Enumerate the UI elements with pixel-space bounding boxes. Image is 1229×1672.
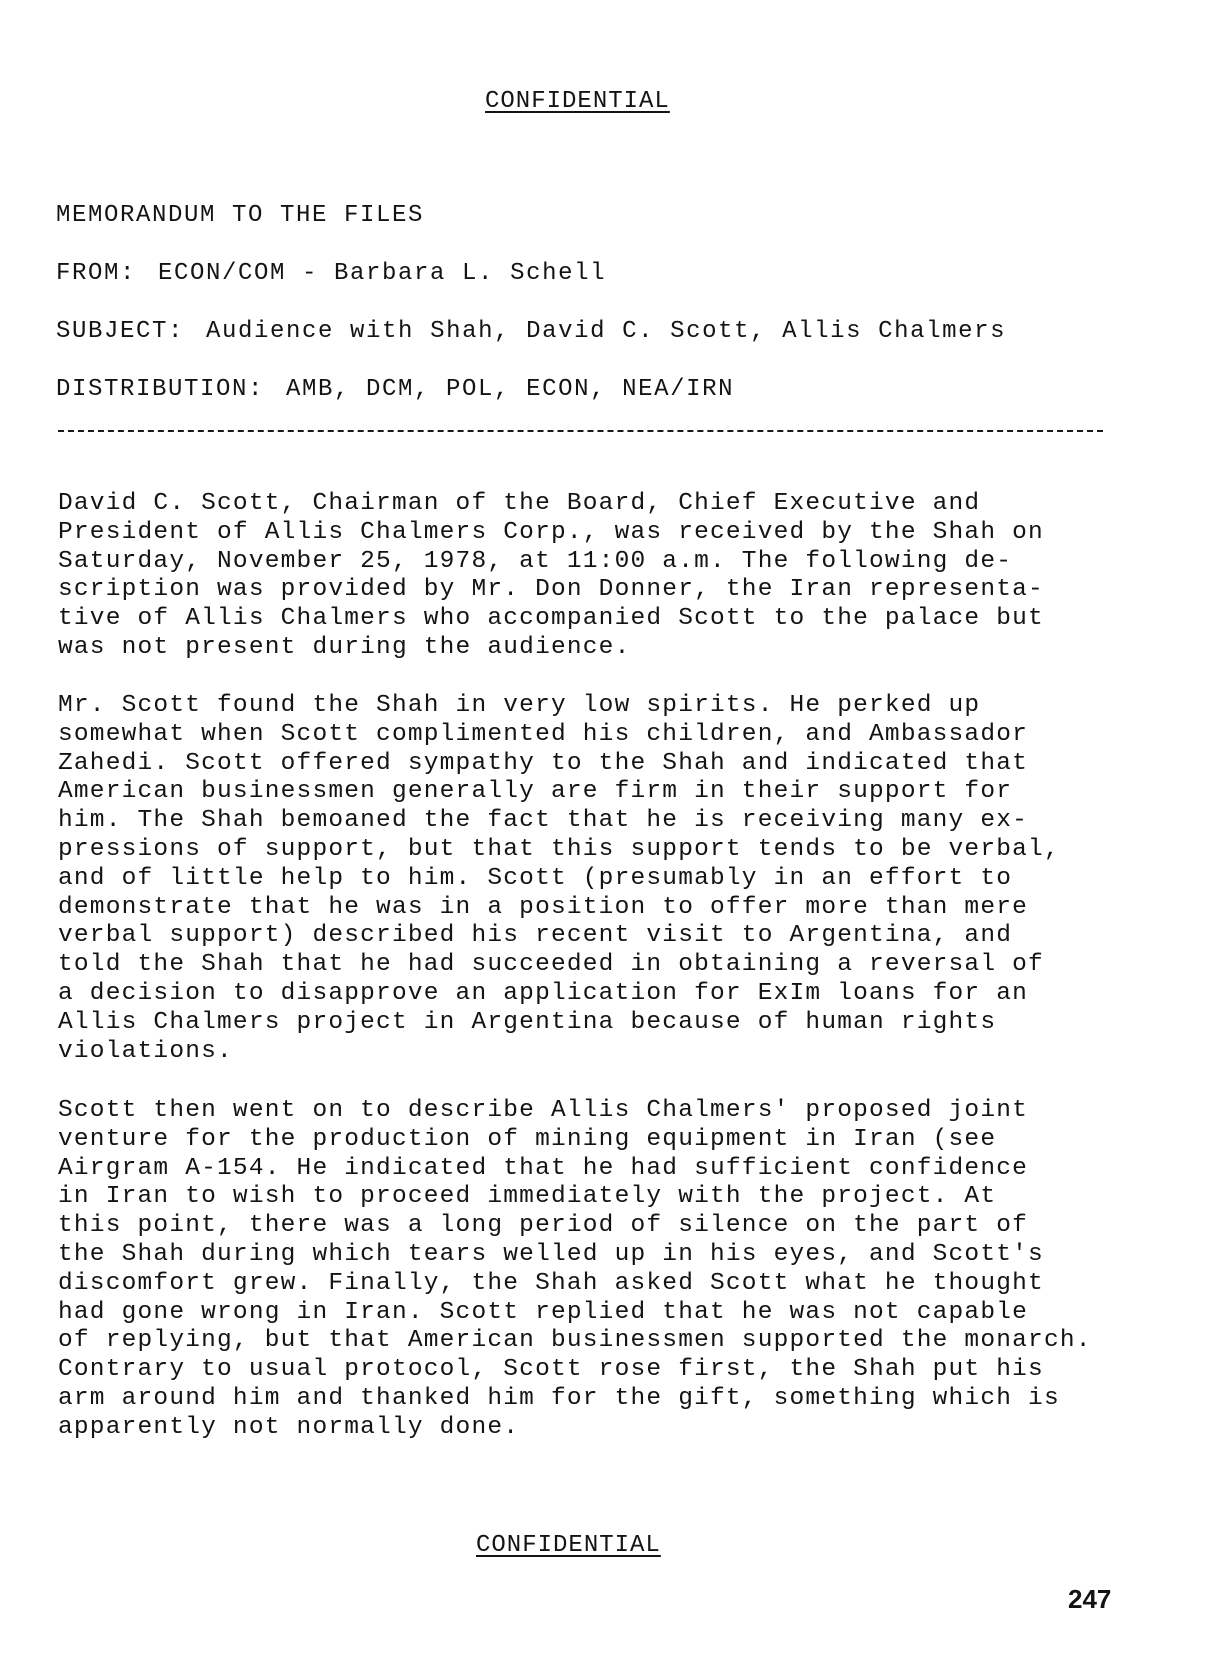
paragraph-line: verbal support) described his recent visit to Argentina, and bbox=[58, 922, 1013, 950]
from-label: FROM: bbox=[56, 260, 137, 287]
paragraph-line: scription was provided by Mr. Don Donner, the Iran representa- bbox=[58, 576, 1044, 604]
paragraph-line: a decision to disapprove an application for ExIm loans for an bbox=[58, 979, 1029, 1007]
memo-title: MEMORANDUM TO THE FILES bbox=[56, 202, 425, 229]
paragraph-1 bbox=[58, 490, 1168, 663]
paragraph-line: had gone wrong in Iran. Scott replied that he was not capable bbox=[58, 1298, 1029, 1326]
paragraph-line: apparently not normally done. bbox=[58, 1413, 520, 1441]
page-number: 247 bbox=[1068, 1584, 1112, 1614]
from-line bbox=[56, 260, 606, 287]
paragraph-line: venture for the production of mining equipment in Iran (see bbox=[58, 1125, 997, 1153]
subject-line bbox=[56, 318, 1006, 345]
paragraph-line: Contrary to usual protocol, Scott rose first, the Shah put his bbox=[58, 1356, 1044, 1384]
paragraph-line: arm around him and thanked him for the gift, something which is bbox=[58, 1384, 1060, 1412]
paragraph-line: was not present during the audience. bbox=[58, 633, 631, 661]
paragraph-line: and of little help to him. Scott (presumably in an effort to bbox=[58, 864, 1013, 892]
paragraph-line: Zahedi. Scott offered sympathy to the Shah and indicated that bbox=[58, 749, 1029, 777]
paragraph-line: in Iran to wish to proceed immediately with the project. At bbox=[58, 1183, 997, 1211]
paragraph-line: pressions of support, but that this support tends to be verbal, bbox=[58, 835, 1060, 863]
paragraph-line: Saturday, November 25, 1978, at 11:00 a.m. The following de- bbox=[58, 547, 1013, 575]
from-value: ECON/COM - Barbara L. Schell bbox=[158, 260, 607, 287]
paragraph-line: the Shah during which tears welled up in his eyes, and Scott's bbox=[58, 1240, 1044, 1268]
classification-header: CONFIDENTIAL bbox=[485, 88, 670, 115]
paragraph-line: somewhat when Scott complimented his children, and Ambassador bbox=[58, 720, 1029, 748]
paragraph-line: him. The Shah bemoaned the fact that he is receiving many ex- bbox=[58, 807, 1029, 835]
dashed-divider bbox=[58, 430, 1103, 432]
paragraph-line: violations. bbox=[58, 1037, 233, 1065]
paragraph-line: demonstrate that he was in a position to offer more than mere bbox=[58, 893, 1029, 921]
distribution-value: AMB, DCM, POL, ECON, NEA/IRN bbox=[286, 376, 735, 403]
paragraph-line: told the Shah that he had succeeded in obtaining a reversal of bbox=[58, 951, 1044, 979]
paragraph-line: President of Allis Chalmers Corp., was received by the Shah on bbox=[58, 518, 1044, 546]
paragraph-line: American businessmen generally are firm in their support for bbox=[58, 778, 1013, 806]
paragraph-line: David C. Scott, Chairman of the Board, Chief Executive and bbox=[58, 490, 981, 517]
classification-footer: CONFIDENTIAL bbox=[476, 1532, 661, 1559]
paragraph-line: tive of Allis Chalmers who accompanied Scott to the palace but bbox=[58, 605, 1044, 633]
paragraph-2 bbox=[58, 692, 1168, 1066]
paragraph-line: Mr. Scott found the Shah in very low spirits. He perked up bbox=[58, 692, 981, 719]
paragraph-3 bbox=[58, 1097, 1168, 1443]
subject-label: SUBJECT: bbox=[56, 318, 185, 345]
paragraph-line: this point, there was a long period of silence on the part of bbox=[58, 1212, 1029, 1240]
paragraph-line: of replying, but that American businessmen supported the monarch. bbox=[58, 1327, 1092, 1355]
distribution-label: DISTRIBUTION: bbox=[56, 376, 265, 403]
paragraph-line: Airgram A-154. He indicated that he had sufficient confidence bbox=[58, 1154, 1029, 1182]
subject-value: Audience with Shah, David C. Scott, Allis Chalmers bbox=[206, 318, 1007, 345]
paragraph-line: Allis Chalmers project in Argentina because of human rights bbox=[58, 1008, 997, 1036]
paragraph-line: Scott then went on to describe Allis Chalmers' proposed joint bbox=[58, 1097, 1029, 1124]
paragraph-line: discomfort grew. Finally, the Shah asked Scott what he thought bbox=[58, 1269, 1044, 1297]
distribution-line bbox=[56, 376, 734, 403]
